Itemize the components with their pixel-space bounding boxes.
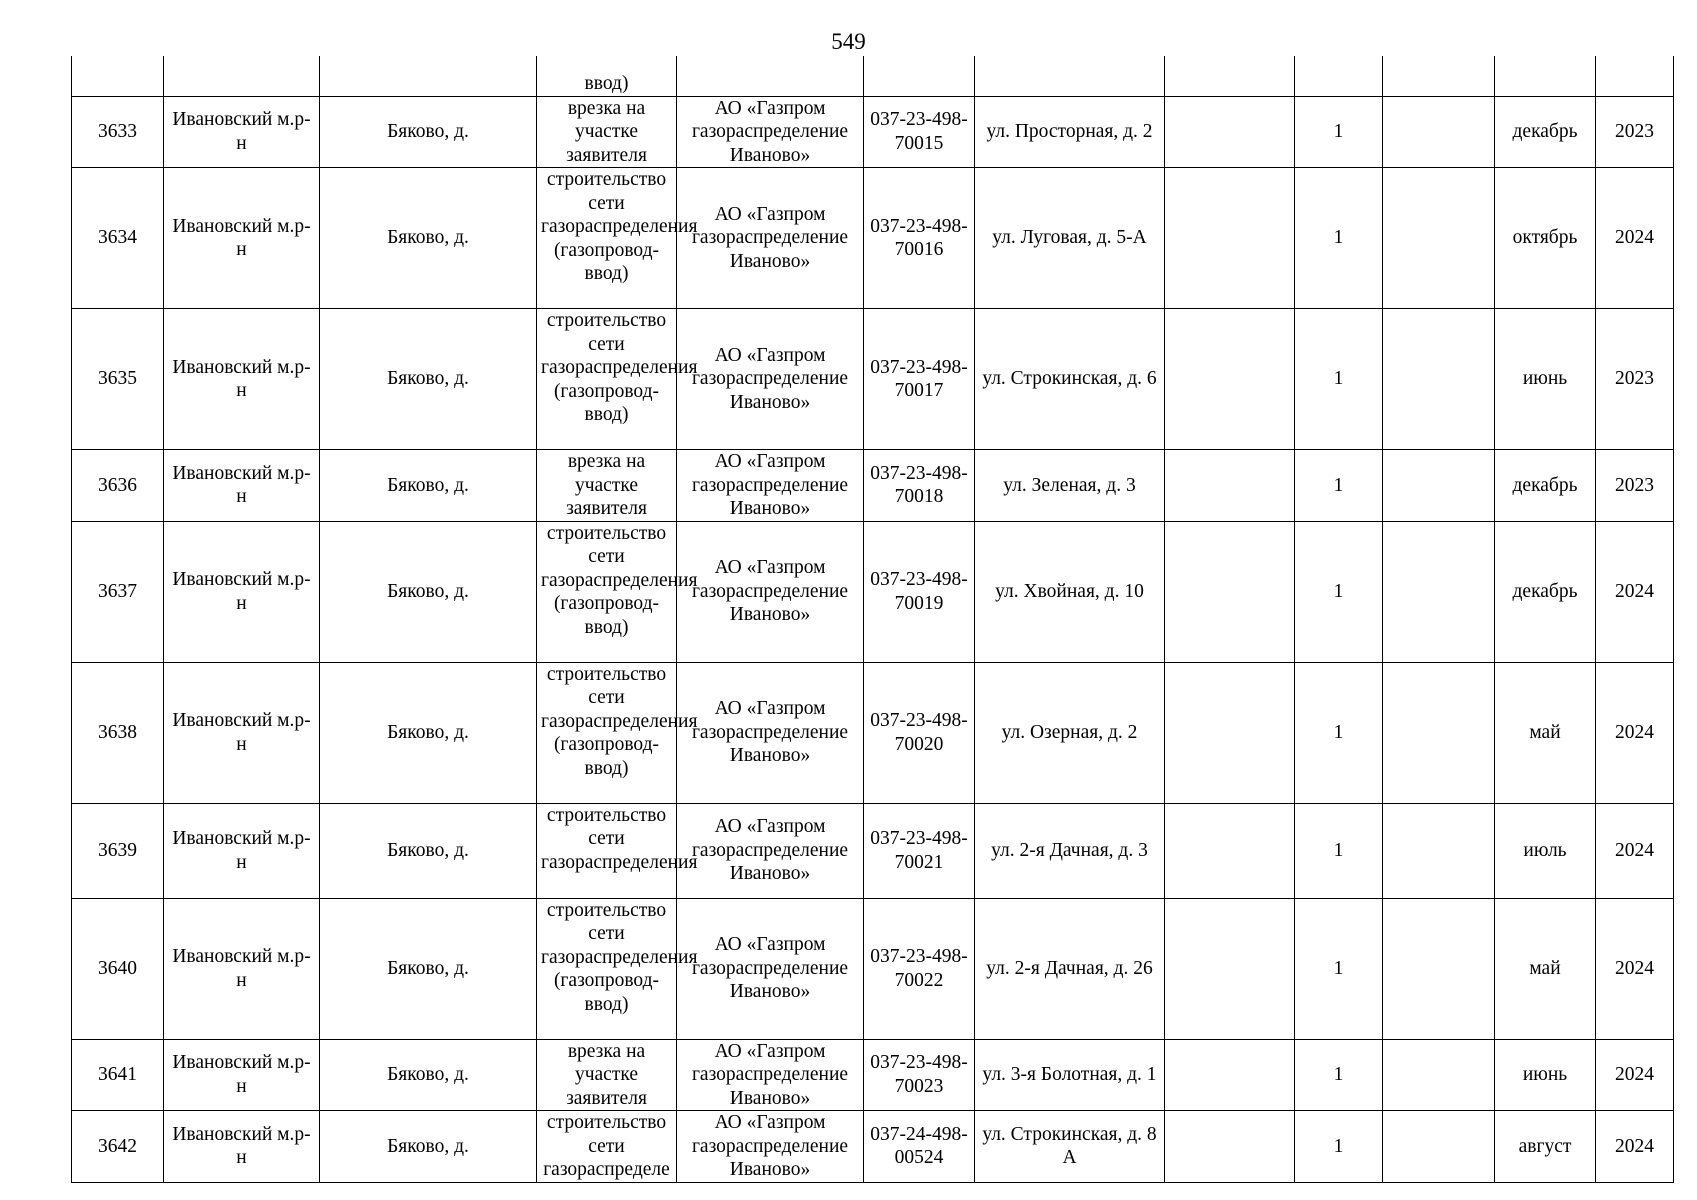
cell-application: 037-23-498-70018 [864, 450, 975, 522]
cell-locality: Бяково, д. [320, 662, 537, 803]
cell-quantity: 1 [1295, 1039, 1383, 1111]
cell-locality [320, 56, 537, 96]
cell-col10 [1383, 96, 1495, 168]
cell-locality: Бяково, д. [320, 450, 537, 522]
cell-col10 [1383, 1039, 1495, 1111]
cell-year: 2023 [1596, 96, 1674, 168]
cell-address: ул. Зеленая, д. 3 [975, 450, 1165, 522]
cell-address: ул. Озерная, д. 2 [975, 662, 1165, 803]
work-type-text: строительство сети газораспределения (газопровод-ввод) [541, 310, 698, 425]
cell-district: Ивановский м.р-н [164, 521, 320, 662]
cell-num: 3635 [72, 309, 164, 450]
table-row [72, 1111, 1674, 1183]
cell-month: декабрь [1495, 521, 1596, 662]
cell-month: май [1495, 662, 1596, 803]
table-row [72, 803, 1674, 898]
cell-quantity: 1 [1295, 168, 1383, 309]
cell-work-type [537, 450, 677, 522]
cell-month: август [1495, 1111, 1596, 1183]
cell-year: 2024 [1596, 803, 1674, 898]
cell-locality: Бяково, д. [320, 1111, 537, 1183]
table-row [72, 168, 1674, 309]
cell-year: 2024 [1596, 1039, 1674, 1111]
table-row [72, 96, 1674, 168]
cell-work-type [537, 662, 698, 803]
work-type-text: строительство сети газораспределения (газопровод-ввод) [541, 522, 698, 638]
cell-col8 [1165, 662, 1295, 803]
cell-col10 [1383, 521, 1495, 662]
cell-address: ул. 3-я Болотная, д. 1 [975, 1039, 1165, 1111]
cell-address [975, 56, 1165, 96]
cell-num: 3638 [72, 662, 164, 803]
work-type-text: врезка на участке заявителя [566, 97, 647, 166]
cell-num: 3639 [72, 803, 164, 898]
cell-district: Ивановский м.р-н [164, 96, 320, 168]
table-body [72, 56, 1674, 1182]
work-type-text: врезка на участке заявителя [566, 451, 647, 519]
cell-year [1596, 56, 1674, 96]
cell-year: 2024 [1596, 898, 1674, 1039]
cell-work-type [537, 56, 677, 96]
cell-work-type [537, 898, 698, 1039]
cell-work-type [537, 521, 698, 662]
cell-num [72, 56, 164, 96]
cell-month: июнь [1495, 1039, 1596, 1111]
work-type-text: строительство сети газораспределения (газопровод-ввод) [541, 169, 698, 284]
cell-district: Ивановский м.р-н [164, 1111, 320, 1183]
cell-quantity: 1 [1295, 898, 1383, 1039]
cell-col8 [1165, 1111, 1295, 1183]
cell-address: ул. Строкинская, д. 8 А [975, 1111, 1165, 1183]
table-row [72, 898, 1674, 1039]
cell-organization: АО «Газпром газораспределение Иваново» [677, 450, 864, 522]
cell-application: 037-23-498-70020 [864, 662, 975, 803]
cell-organization: АО «Газпром газораспределение Иваново» [677, 898, 864, 1039]
cell-organization: АО «Газпром газораспределение Иваново» [677, 168, 864, 309]
cell-num: 3642 [72, 1111, 164, 1183]
cell-col8 [1165, 309, 1295, 450]
cell-organization: АО «Газпром газораспределение Иваново» [677, 309, 864, 450]
cell-work-type [537, 1111, 677, 1183]
cell-locality: Бяково, д. [320, 521, 537, 662]
cell-col8 [1165, 898, 1295, 1039]
cell-organization: АО «Газпром газораспределение Иваново» [677, 96, 864, 168]
cell-col8 [1165, 56, 1295, 96]
cell-quantity: 1 [1295, 96, 1383, 168]
cell-work-type [537, 309, 698, 450]
cell-year: 2023 [1596, 309, 1674, 450]
cell-locality: Бяково, д. [320, 168, 537, 309]
cell-district: Ивановский м.р-н [164, 309, 320, 450]
cell-application: 037-23-498-70019 [864, 521, 975, 662]
cell-num: 3641 [72, 1039, 164, 1111]
work-type-text: строительство сети газораспределения [541, 804, 698, 873]
cell-application: 037-23-498-70023 [864, 1039, 975, 1111]
cell-district: Ивановский м.р-н [164, 168, 320, 309]
cell-col8 [1165, 803, 1295, 898]
cell-locality: Бяково, д. [320, 803, 537, 898]
work-type-text: строительство сети газораспределе [543, 1112, 670, 1180]
cell-organization: АО «Газпром газораспределение Иваново» [677, 521, 864, 662]
cell-organization: АО «Газпром газораспределение Иваново» [677, 1039, 864, 1111]
cell-col8 [1165, 521, 1295, 662]
cell-work-type [537, 1039, 677, 1111]
cell-col10 [1383, 803, 1495, 898]
cell-address: ул. 2-я Дачная, д. 26 [975, 898, 1165, 1039]
cell-locality: Бяково, д. [320, 898, 537, 1039]
cell-col8 [1165, 1039, 1295, 1111]
cell-year: 2024 [1596, 521, 1674, 662]
cell-month: июнь [1495, 309, 1596, 450]
cell-month [1495, 56, 1596, 96]
cell-address: ул. Хвойная, д. 10 [975, 521, 1165, 662]
cell-month: октябрь [1495, 168, 1596, 309]
cell-col8 [1165, 168, 1295, 309]
cell-organization: АО «Газпром газораспределение Иваново» [677, 803, 864, 898]
cell-quantity: 1 [1295, 309, 1383, 450]
cell-year: 2024 [1596, 1111, 1674, 1183]
cell-quantity: 1 [1295, 521, 1383, 662]
cell-locality: Бяково, д. [320, 1039, 537, 1111]
cell-quantity: 1 [1295, 450, 1383, 522]
cell-application: 037-23-498-70016 [864, 168, 975, 309]
table-row-continuation [72, 56, 1674, 96]
work-type-text: ввод) [584, 73, 629, 94]
cell-district: Ивановский м.р-н [164, 803, 320, 898]
table-row [72, 450, 1674, 522]
cell-month: декабрь [1495, 96, 1596, 168]
cell-col10 [1383, 450, 1495, 522]
cell-col10 [1383, 1111, 1495, 1183]
cell-district: Ивановский м.р-н [164, 1039, 320, 1111]
cell-num: 3633 [72, 96, 164, 168]
cell-locality: Бяково, д. [320, 96, 537, 168]
cell-num: 3634 [72, 168, 164, 309]
cell-year: 2024 [1596, 168, 1674, 309]
cell-application [864, 56, 975, 96]
cell-district: Ивановский м.р-н [164, 662, 320, 803]
cell-col8 [1165, 450, 1295, 522]
table-row [72, 521, 1674, 662]
cell-quantity: 1 [1295, 662, 1383, 803]
cell-organization: АО «Газпром газораспределение Иваново» [677, 662, 864, 803]
work-type-text: строительство сети газораспределения (газопровод-ввод) [541, 899, 698, 1015]
cell-address: ул. Луговая, д. 5-А [975, 168, 1165, 309]
cell-address: ул. Строкинская, д. 6 [975, 309, 1165, 450]
cell-district [164, 56, 320, 96]
cell-application: 037-23-498-70017 [864, 309, 975, 450]
cell-col10 [1383, 56, 1495, 96]
table-row [72, 309, 1674, 450]
cell-month: май [1495, 898, 1596, 1039]
cell-application: 037-24-498-00524 [864, 1111, 975, 1183]
cell-work-type [537, 803, 698, 898]
cell-col8 [1165, 96, 1295, 168]
cell-num: 3640 [72, 898, 164, 1039]
cell-col10 [1383, 898, 1495, 1039]
cell-year: 2024 [1596, 662, 1674, 803]
cell-col10 [1383, 168, 1495, 309]
cell-quantity: 1 [1295, 1111, 1383, 1183]
cell-num: 3637 [72, 521, 164, 662]
page-number: 549 [831, 29, 866, 54]
cell-application: 037-23-498-70015 [864, 96, 975, 168]
cell-application: 037-23-498-70021 [864, 803, 975, 898]
cell-organization [677, 56, 864, 96]
cell-col10 [1383, 309, 1495, 450]
cell-application: 037-23-498-70022 [864, 898, 975, 1039]
cell-work-type [537, 96, 677, 168]
cell-month: июль [1495, 803, 1596, 898]
cell-organization: АО «Газпром газораспределение Иваново» [677, 1111, 864, 1183]
cell-month: декабрь [1495, 450, 1596, 522]
cell-work-type [537, 168, 698, 309]
table-row [72, 1039, 1674, 1111]
work-type-text: врезка на участке заявителя [566, 1040, 647, 1109]
table-row [72, 662, 1674, 803]
cell-col10 [1383, 662, 1495, 803]
cell-district: Ивановский м.р-н [164, 898, 320, 1039]
cell-quantity [1295, 56, 1383, 96]
cell-address: ул. 2-я Дачная, д. 3 [975, 803, 1165, 898]
cell-address: ул. Просторная, д. 2 [975, 96, 1165, 168]
cell-locality: Бяково, д. [320, 309, 537, 450]
work-type-text: строительство сети газораспределения (газопровод-ввод) [541, 663, 698, 779]
cell-num: 3636 [72, 450, 164, 522]
cell-quantity: 1 [1295, 803, 1383, 898]
cell-year: 2023 [1596, 450, 1674, 522]
gasification-registry-table [71, 56, 1674, 1183]
cell-district: Ивановский м.р-н [164, 450, 320, 522]
